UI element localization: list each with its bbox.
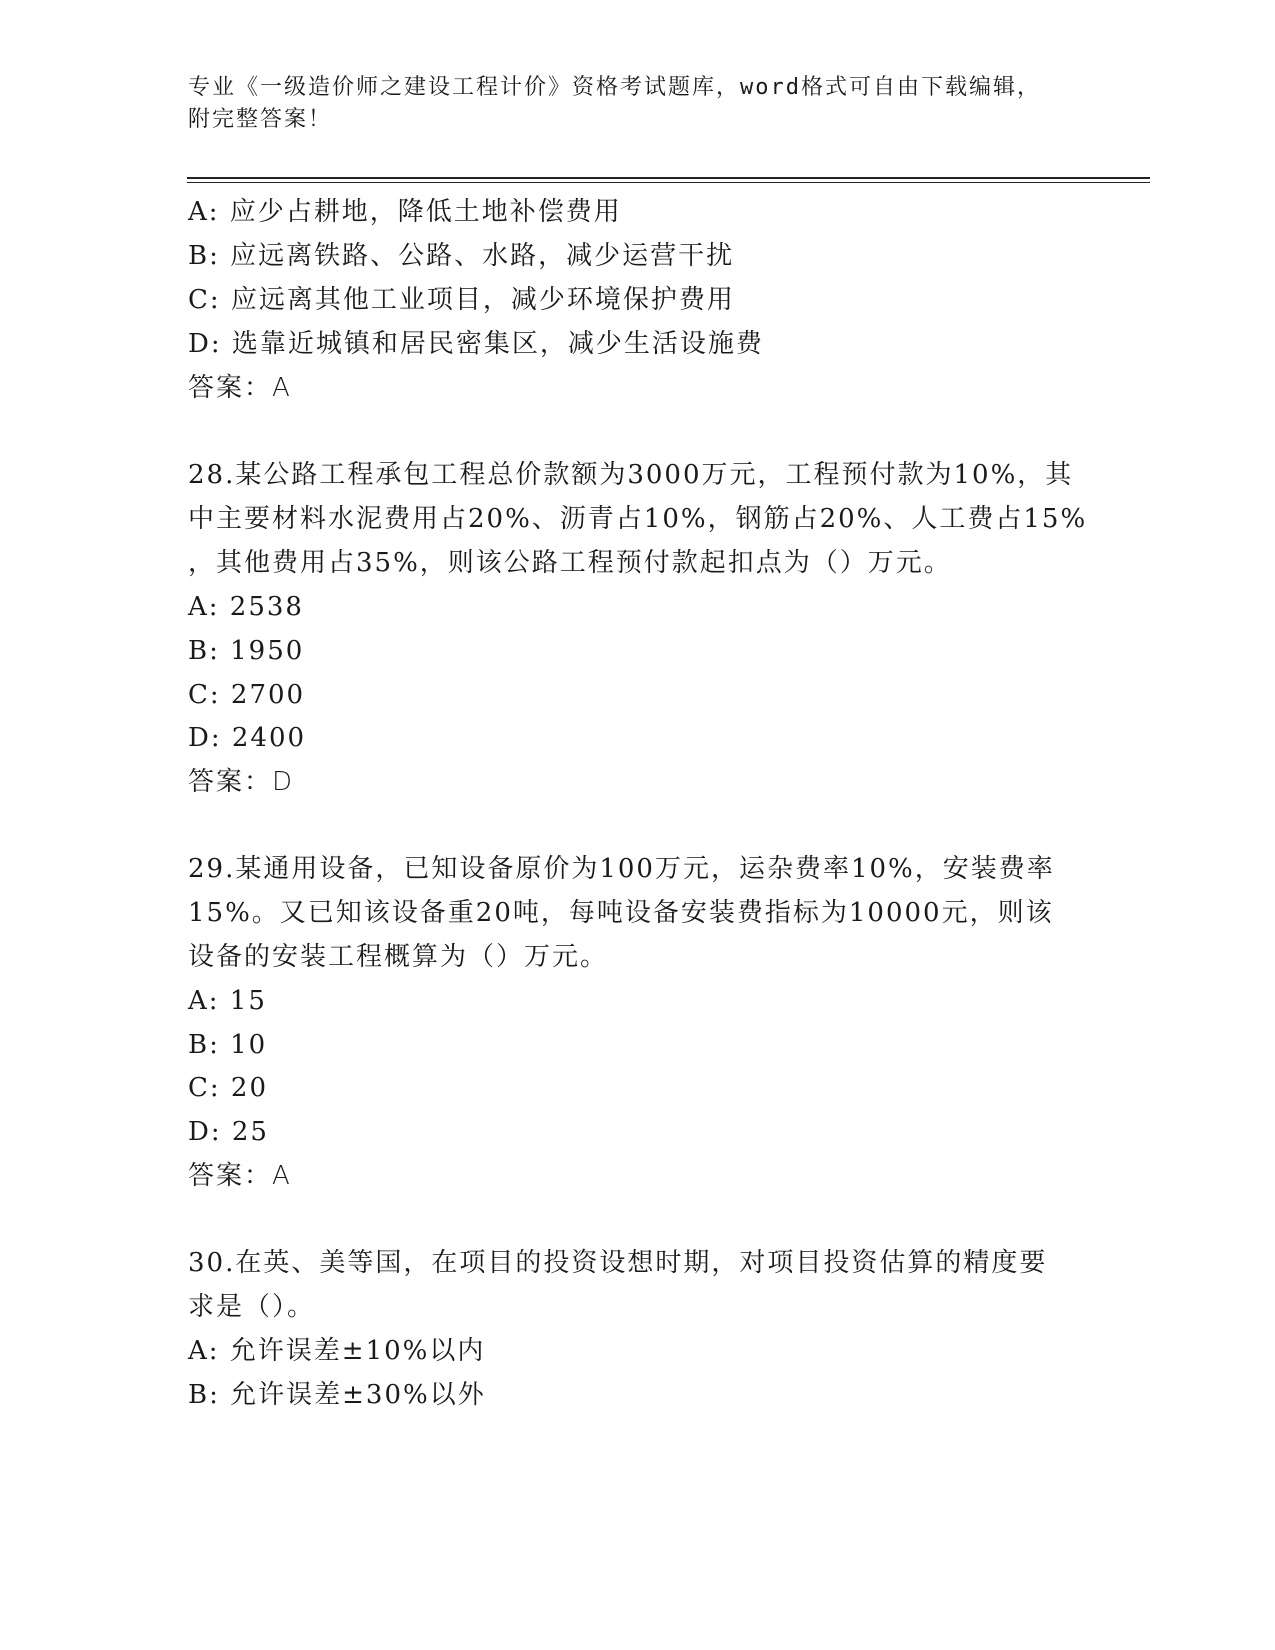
q30-option-b: B: 允许误差±30%以外	[188, 1380, 486, 1410]
header-divider	[187, 177, 1150, 179]
q29-stem-line-2: 15%。又已知该设备重20吨，每吨设备安装费指标为10000元，则该	[188, 898, 1054, 928]
q29-option-a: A: 15	[188, 986, 267, 1016]
q30-stem-line-1: 30.在英、美等国，在项目的投资设想时期，对项目投资估算的精度要	[188, 1248, 1048, 1278]
q27-option-c: C: 应远离其他工业项目，减少环境保护费用	[188, 285, 735, 315]
q28-answer: 答案：D	[188, 767, 295, 797]
q27-option-a: A: 应少占耕地，降低土地补偿费用	[188, 197, 622, 227]
q29-option-c: C: 20	[188, 1073, 269, 1103]
q28-option-b: B: 1950	[188, 636, 305, 666]
q28-stem-line-2: 中主要材料水泥费用占20%、沥青占10%，钢筋占20%、人工费占15%	[188, 504, 1088, 534]
q28-option-a: A: 2538	[188, 592, 304, 622]
q27-answer: 答案：A	[188, 373, 292, 403]
q28-stem-line-1: 28.某公路工程承包工程总价款额为3000万元，工程预付款为10%，其	[188, 460, 1074, 490]
header-line-2: 附完整答案！	[188, 107, 333, 132]
q30-option-a: A: 允许误差±10%以内	[188, 1336, 486, 1366]
q27-option-b: B: 应远离铁路、公路、水路，减少运营干扰	[188, 241, 735, 271]
document-header	[188, 72, 1088, 136]
q27-option-d: D: 选靠近城镇和居民密集区，减少生活设施费	[188, 329, 764, 359]
q29-option-d: D: 25	[188, 1117, 269, 1147]
q29-stem-line-1: 29.某通用设备，已知设备原价为100万元，运杂费率10%，安装费率	[188, 854, 1055, 884]
header-line-1: 专业《一级造价师之建设工程计价》资格考试题库，word格式可自由下载编辑，	[188, 75, 1041, 100]
q29-answer: 答案：A	[188, 1161, 292, 1191]
header-divider-thin	[187, 182, 1150, 183]
q29-option-b: B: 10	[188, 1030, 268, 1060]
q30-stem-line-2: 求是（）。	[188, 1292, 316, 1322]
q28-stem-line-3: ，其他费用占35%，则该公路工程预付款起扣点为（）万元。	[188, 548, 952, 578]
q29-stem-line-3: 设备的安装工程概算为（）万元。	[188, 942, 609, 972]
q28-option-d: D: 2400	[188, 723, 307, 753]
q28-option-c: C: 2700	[188, 680, 306, 710]
